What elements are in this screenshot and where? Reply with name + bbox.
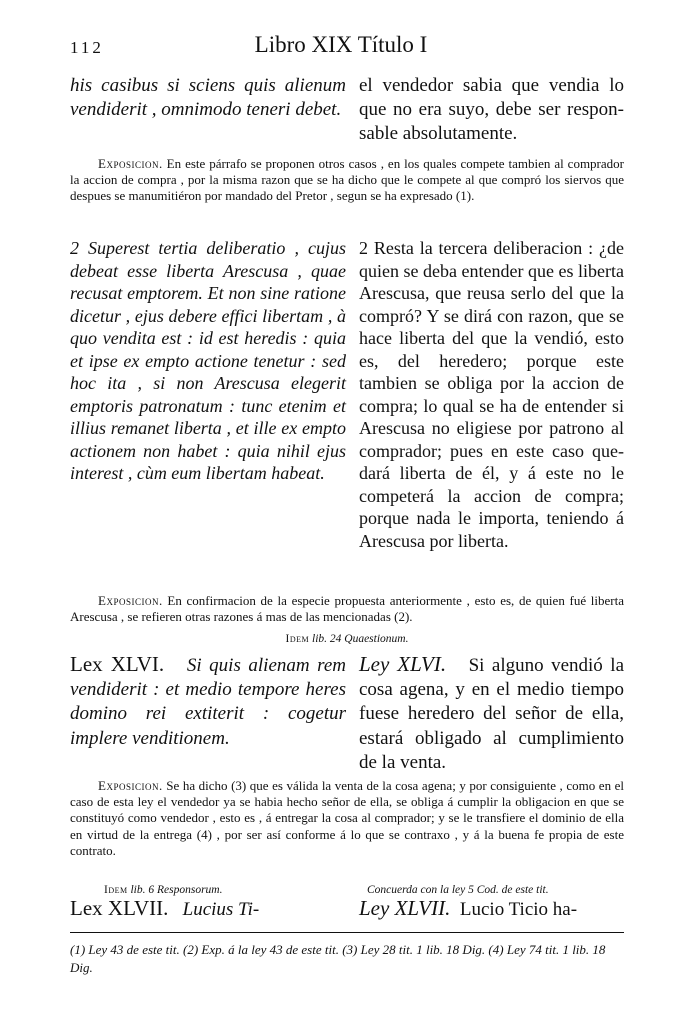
exposicion-label: Exposicion. xyxy=(98,778,163,793)
section-block-1 xyxy=(70,74,624,147)
latin-text: Si quis alienam rem vendiderit : et medio tempore heres domino rei extiterit : cogetur implere venditionem. xyxy=(70,655,347,749)
latin-column xyxy=(70,652,346,775)
lex-heading: Lex XLVII. xyxy=(70,896,169,920)
footnotes: (1) Ley 43 de este tit. (2) Exp. á la ley 43 de este tit. (3) Ley 28 tit. 1 lib. 18 Dig. (4) Ley 74 tit. 1 lib. 18 Dig. xyxy=(70,942,606,975)
section-block-3 xyxy=(70,652,624,775)
section-block-4 xyxy=(70,884,624,922)
latin-column xyxy=(70,237,346,552)
spanish-column xyxy=(359,237,624,552)
exposicion-label: Exposicion. xyxy=(98,593,163,608)
exposicion-text: Se ha dicho (3) que es válida la venta de la cosa agena; y por consiguiente , como en el caso de esta ley el vendedor ya se habia hecho señor de ella, se obliga á cumplir la obligacion en que se constituyó como vendedor , esto es , á entregar la cosa al comprador; y se le transfiere el dominio de ella en virtud de la entrega (4) , por ser así conforme á lo que se contraxo , y á la buena fe propia de este contrato. xyxy=(70,778,625,858)
running-title: Libro XIX Título I xyxy=(254,32,428,57)
exposicion-label: Exposicion. xyxy=(98,156,163,171)
citation-text: lib. 24 Quaestionum. xyxy=(312,633,409,645)
latin-text: 2 Superest tertia deliberatio , cujus debeat esse liberta Arescusa , quae recusat emptorem. Et non sine ratione dicetur , ejus debere effici libertam , à quo vendita est : id est heredis : quia et ipse ex empto actione tenetur : sed hoc ita , si non Arescusa elegerit emptoris patronatum : tunc etenim et illius remanet liberta , et ille ex empto actionem non habet : quia nihil ejus interest , cùm eum libertam habeat. xyxy=(70,238,346,483)
page-number: 112 xyxy=(70,38,104,57)
spanish-column xyxy=(359,884,624,922)
exposicion-2 xyxy=(70,593,624,625)
section-block-2 xyxy=(70,237,624,552)
footnote-divider xyxy=(70,932,624,933)
spanish-text: 2 Resta la tercera deliberacion : ¿de quien se deba entender que es liberta Arescusa, que reusa serlo del que la compró? Y se dirá con razon, que se hace liberta del que la vendió, esto es, del heredero; porque este tambien se obliga por la accion de compra; lo qual se ha de entender si Arescusa no eligiese por patrono al comprador; pues en este caso quedará liberta de él, y á este no le competerá la accion de compra; porque nada le importa, teniendo á Arescusa por liberta. xyxy=(359,238,624,551)
ley-heading: Ley XLVII. xyxy=(359,896,451,920)
latin-text: Lucius Ti- xyxy=(182,899,260,920)
latin-text: his casibus si sciens quis alienum vendiderit , omnimodo teneri debet. xyxy=(70,75,346,121)
spanish-column xyxy=(359,74,624,147)
source-citation xyxy=(70,633,624,645)
citation-label: Idem xyxy=(285,633,310,645)
spanish-text: Lucio Ticio ha- xyxy=(459,899,578,920)
citation-label: Idem xyxy=(104,884,128,896)
exposicion-text: En este párrafo se proponen otros casos , en los quales compete tambien al comprador la accion de compra , por la misma razon que se ha dicho que le compete al que compró los siervos que despues se manumitiéron por mandado del Pretor , segun se ha expresado (1). xyxy=(70,156,624,204)
exposicion-text: En confirmacion de la especie propuesta anteriormente , esto es, de quien fué liberta Arescusa , se refieren otras razones á mas de las mencionadas (2). xyxy=(70,593,625,625)
lex-heading: Lex XLVI. xyxy=(70,652,165,676)
latin-column xyxy=(70,884,346,922)
citation-text: lib. 6 Responsorum. xyxy=(130,884,223,896)
ley-heading: Ley XLVI. xyxy=(359,652,447,676)
spanish-column xyxy=(359,652,624,775)
citation-text: Concuerda con la ley 5 Cod. de este tit. xyxy=(367,884,549,896)
spanish-text: el vendedor sabia que vendia lo que no era suyo, debe ser responsable absolutamente. xyxy=(359,75,624,145)
exposicion-1 xyxy=(70,156,624,205)
page-header xyxy=(70,30,612,64)
source-citation xyxy=(70,884,346,896)
latin-column xyxy=(70,74,346,147)
exposicion-3 xyxy=(70,778,624,859)
spanish-text: Si alguno vendió la cosa agena, y en el medio tiempo fuese heredero del señor de ella, estará obligado al cumplimiento de la venta. xyxy=(359,655,624,773)
concordance-citation xyxy=(359,884,624,896)
